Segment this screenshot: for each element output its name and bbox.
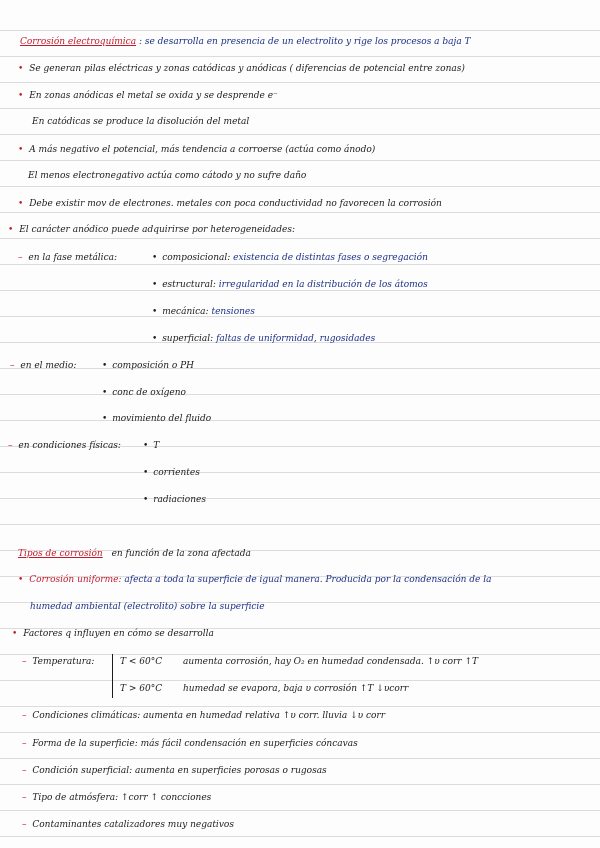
bullet-text: Debe existir mov de electrones. metales con poca conductividad no favorecen la corrosión [29,199,442,209]
metal-phase-label: en la fase metálica: [28,253,118,263]
physical-item [143,440,159,452]
bullet-icon: • [18,145,24,155]
metal-phase-item: • mecánica: tensiones [152,307,255,317]
section1-heading [20,36,471,48]
physical-item [143,467,200,479]
factors-label: Factores q influyen en cómo se desarrolla [23,629,214,639]
item-text: T [153,441,160,451]
medium-label: en el medio: [20,361,77,371]
physical-label: en condiciones físicas: [18,441,121,451]
bullet-icon: • [12,629,18,639]
section2-heading [18,548,251,560]
metal-phase-item: • composicional: existencia de distintas fases o segregación [152,253,428,263]
section2-title-rest: en función de la zona afectada [111,549,251,559]
bullet-icon: • [18,199,24,209]
dot-icon: • [102,361,108,371]
uniform-row [18,574,491,586]
bullet-text: En zonas anódicas el metal se oxida y se desprende e⁻ [29,91,278,101]
item-text: composición o PH [112,361,195,371]
temperature-low [120,656,478,668]
bullet-icon: • [8,225,14,235]
uniform-text: afecta a toda la superficie de igual manera. Producida por la condensación de la [124,575,492,585]
text-line [28,170,306,182]
dot-icon: • [152,307,158,317]
item-value: irregularidad en la distribución de los átomos [218,280,428,290]
metal-phase-item: • superficial: faltas de uniformidad, rugosidades [152,334,376,344]
bullet-line [18,144,375,156]
dot-icon: • [102,388,108,398]
item-text: radiaciones [153,495,206,505]
item-text: corrientes [153,468,200,478]
bullet-text: El carácter anódico puede adquirirse por heterogeneidades: [19,225,296,235]
item-key: estructural [162,280,213,290]
bullet-text: A más negativo el potencial, más tendencia a corroerse (actúa como ánodo) [29,145,376,155]
dash-icon: – [18,253,23,263]
bullet-line [18,63,465,75]
medium-row [10,360,76,372]
dash-icon: – [22,657,27,667]
bullet-text: Se generan pilas eléctricas y zonas catódicas y anódicas ( diferencias de potencial entre zonas) [29,64,465,74]
temp-effect: aumenta corrosión, hay O₂ en humedad condensada. ↑υ corr ↑T [182,657,479,667]
bullet-line [18,90,278,102]
bullet-icon: • [18,91,24,101]
physical-item [143,494,206,506]
dash-icon: – [10,361,15,371]
item-value: existencia de distintas fases o segregación [233,253,428,263]
plain-text: El menos electronegativo actúa como cátodo y no sufre daño [28,171,307,181]
uniform-text-cont: humedad ambiental (electrolito) sobre la superficie [30,602,265,612]
factor-text: Tipo de atmósfera: ↑corr ↑ concciones [32,793,212,803]
temp-effect: humedad se evapora, baja υ corrosión ↑T ↓υcorr [182,684,409,694]
factor-text: Contaminantes catalizadores muy negativos [32,820,234,830]
item-text: conc de oxígeno [112,388,186,398]
factor-line [22,792,211,804]
factors-heading [12,628,214,640]
temp-condition: T < 60°C [120,657,163,667]
dot-icon: • [143,495,149,505]
medium-item [102,387,186,399]
dot-icon: • [102,414,108,424]
factor-text: Condición superficial: aumenta en superficies porosas o rugosas [32,766,327,776]
text-line [32,116,249,128]
factor-text: Condiciones climáticas: aumenta en humedad relativa ↑υ corr. lluvia ↓υ corr [32,711,386,721]
uniform-label: Corrosión uniforme: [29,575,122,585]
bullet-line [18,198,442,210]
uniform-row-cont [30,601,265,613]
temperature-row [22,656,94,668]
bullet-line [8,224,295,236]
section2-title: Tipos de corrosión [18,549,103,559]
factor-line [22,819,234,831]
section1-title: Corrosión electroquímica [20,37,137,47]
temperature-high [120,683,408,695]
factor-text: Forma de la superficie: más fácil condensación en superficies cóncavas [32,739,358,749]
dot-icon: • [143,468,149,478]
factor-line [22,738,358,750]
factor-line [22,710,385,722]
dot-icon: • [152,280,158,290]
item-key: composicional [162,253,228,263]
item-value: faltas de uniformidad, rugosidades [216,334,376,344]
item-value: tensiones [211,307,255,317]
dot-icon: • [143,441,149,451]
dash-icon: – [22,739,27,749]
metal-phase-item: • estructural: irregularidad en la distribución de los átomos [152,280,428,290]
item-key: superficial [162,334,211,344]
temperature-label: Temperatura: [32,657,95,667]
bracket-line [112,654,113,698]
plain-text: En catódicas se produce la disolución del metal [32,117,250,127]
metal-phase-row [18,252,117,264]
physical-row [8,440,121,452]
medium-item [102,360,194,372]
bullet-icon: • [18,575,24,585]
factor-line [22,765,327,777]
dot-icon: • [152,334,158,344]
dash-icon: – [22,711,27,721]
dash-icon: – [8,441,13,451]
medium-item [102,413,211,425]
item-key: mecánica [162,307,206,317]
dot-icon: • [152,253,158,263]
section1-title-rest: : se desarrolla en presencia de un electrolito y rige los procesos a baja T [138,37,471,47]
temp-condition: T > 60°C [120,684,163,694]
dash-icon: – [22,820,27,830]
bullet-icon: • [18,64,24,74]
dash-icon: – [22,766,27,776]
item-text: movimiento del fluido [112,414,212,424]
dash-icon: – [22,793,27,803]
